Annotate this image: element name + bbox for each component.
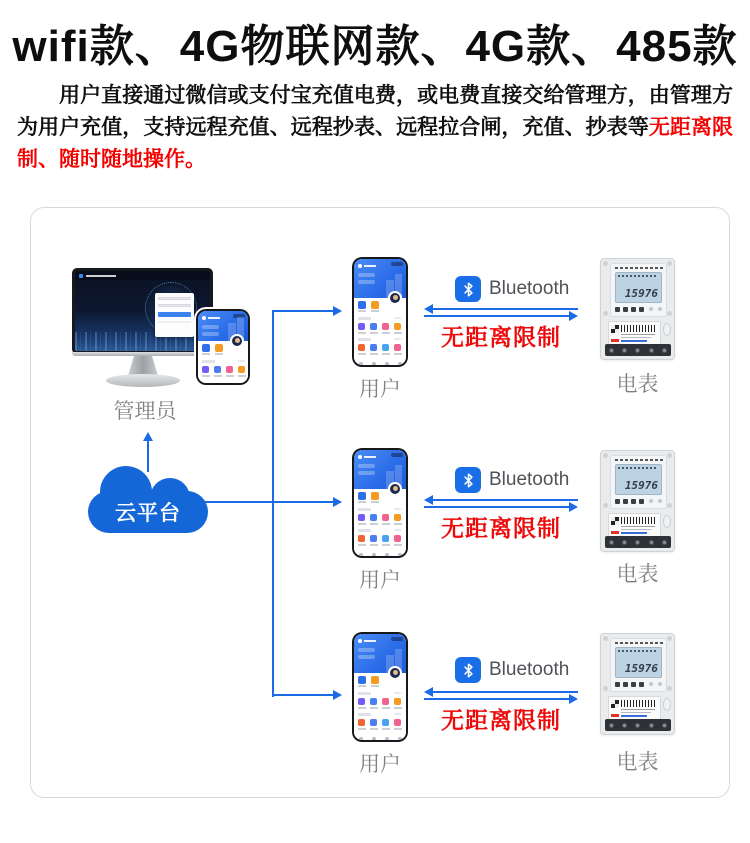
- app-icon: [394, 698, 401, 705]
- terminal-screw: [635, 540, 640, 545]
- terminal-screw: [622, 348, 627, 353]
- app-icon: [382, 719, 389, 726]
- connector-vertical: [272, 310, 274, 697]
- status-pill: [391, 262, 403, 266]
- nameplate-text: [621, 529, 651, 530]
- indicator-led: [649, 307, 653, 311]
- terminal-screw: [662, 348, 667, 353]
- app-icon: [394, 719, 401, 726]
- terminal-screw: [609, 348, 614, 353]
- bluetooth-icon: [455, 657, 481, 683]
- arrow-right-line: [424, 506, 569, 508]
- manufacturer-text: [621, 340, 647, 342]
- connector-top: [273, 310, 334, 312]
- app-icon: [371, 492, 379, 500]
- nameplate-text: [621, 709, 655, 710]
- app-icon: [226, 366, 233, 373]
- terminal-cover: [605, 719, 671, 731]
- tab-icon: [385, 362, 389, 365]
- nameplate-text: [621, 334, 655, 335]
- user-icon: [358, 455, 362, 459]
- app-header: [198, 311, 248, 341]
- tab-icon: [398, 362, 402, 365]
- terminal-screw: [609, 540, 614, 545]
- connector-bottom: [273, 694, 334, 696]
- app-header: [354, 259, 406, 298]
- meter-button: [631, 499, 636, 504]
- electric-meter: [600, 633, 675, 735]
- lcd-reading: 15976: [624, 479, 658, 492]
- user-phone: [352, 632, 408, 742]
- lcd-info-row: [618, 650, 658, 652]
- app-icon: [238, 366, 245, 373]
- meter-model-text: [615, 459, 663, 461]
- connector-bottom-head: [333, 690, 342, 700]
- app-icon: [382, 535, 389, 542]
- user-row: [358, 264, 376, 268]
- terminal-screw: [635, 723, 640, 728]
- meter-panel: [610, 263, 667, 317]
- lcd-reading: 15976: [624, 662, 658, 675]
- electric-meter: [600, 450, 675, 552]
- indicator-led: [658, 307, 662, 311]
- tab-icon: [385, 737, 389, 740]
- user-label: 用户: [359, 569, 401, 592]
- user-label: 用户: [359, 378, 401, 401]
- seal-hole: [663, 515, 671, 528]
- page-title: wifi款、4G物联网款、4G款、485款: [12, 22, 738, 71]
- section-header: [202, 360, 215, 363]
- icon-row: [354, 719, 406, 730]
- meter-button: [639, 499, 644, 504]
- monitor-stand-base: [106, 374, 180, 387]
- info-chip: [358, 273, 375, 277]
- app-icon: [370, 344, 377, 351]
- user-name-bar: [208, 317, 220, 319]
- admin-label: 管理员: [113, 400, 177, 423]
- intro-text: 用户直接通过微信或支付宝充值电费，或电费直接交给管理方，由管理方为用户充值，支持远程充值、远程抄表、远程拉合闸，充值、抄表等: [17, 84, 733, 139]
- tab-icon: [398, 737, 402, 740]
- info-chip: [358, 471, 375, 475]
- indicator-led: [658, 682, 662, 686]
- user-row: [358, 639, 376, 643]
- connector-main-head: [333, 497, 342, 507]
- screw: [603, 311, 608, 316]
- seal-hole: [663, 698, 671, 711]
- login-input: [158, 297, 191, 300]
- meter-lcd: [615, 272, 662, 303]
- arrow-left-line: [433, 308, 578, 310]
- qr-code: [611, 517, 619, 525]
- phone-screen: [354, 450, 406, 556]
- tab-icon: [359, 737, 363, 740]
- section-header: [358, 317, 371, 320]
- meter-label: 电表: [616, 373, 659, 396]
- section-header: [358, 338, 371, 341]
- app-body: [354, 492, 406, 556]
- app-icon: [214, 366, 221, 373]
- screw: [603, 453, 608, 458]
- app-icon: [370, 323, 377, 330]
- terminal-screw: [622, 723, 627, 728]
- connector-main: [205, 501, 334, 503]
- bluetooth-icon: [455, 467, 481, 493]
- login-footer: [158, 321, 191, 323]
- meter-model-text: [615, 267, 663, 269]
- app-header: [354, 450, 406, 489]
- user-name-bar: [364, 640, 376, 642]
- tab-icon: [385, 553, 389, 556]
- screw: [667, 636, 672, 641]
- meter-label: 电表: [616, 751, 659, 774]
- meter-button: [639, 307, 644, 312]
- arrow-left-line: [433, 691, 578, 693]
- arrow-left-head: [424, 687, 433, 697]
- screw: [667, 503, 672, 508]
- screw: [603, 261, 608, 266]
- tab-icon: [359, 362, 363, 365]
- app-icon: [358, 492, 366, 500]
- screw: [603, 503, 608, 508]
- user-icon: [202, 316, 206, 320]
- app-icon: [394, 344, 401, 351]
- arrow-left-head: [424, 495, 433, 505]
- app-icon: [202, 366, 209, 373]
- bluetooth-label: Bluetooth: [489, 469, 570, 490]
- meter-button: [615, 499, 620, 504]
- bluetooth-glyph: [461, 473, 476, 488]
- meter-nameplate: [608, 513, 661, 537]
- app-icon: [358, 514, 365, 521]
- bluetooth-icon: [455, 276, 481, 302]
- nameplate-text: [621, 526, 655, 527]
- info-chip: [358, 464, 375, 468]
- app-icon: [358, 344, 365, 351]
- meter-button: [623, 307, 628, 312]
- icon-row: [354, 514, 406, 525]
- icon-row: [354, 698, 406, 709]
- app-icon: [370, 535, 377, 542]
- electric-meter: [600, 258, 675, 360]
- app-icon: [358, 301, 366, 309]
- intro-paragraph: [17, 80, 733, 176]
- arrow-right-line: [424, 698, 569, 700]
- user-label: 用户: [359, 753, 401, 776]
- user-icon: [358, 639, 362, 643]
- login-card: [155, 293, 194, 336]
- terminal-screw: [635, 348, 640, 353]
- app-icon: [394, 535, 401, 542]
- meter-button: [623, 499, 628, 504]
- platform-title-bar: [86, 275, 116, 277]
- meter-button: [631, 682, 636, 687]
- user-name-bar: [364, 265, 376, 267]
- info-chip: [202, 325, 219, 329]
- app-body: [198, 344, 248, 383]
- meter-buttons: [615, 499, 662, 504]
- tab-icon: [372, 737, 376, 740]
- info-chip: [358, 655, 375, 659]
- app-icon: [358, 698, 365, 705]
- info-chip: [358, 280, 375, 284]
- app-body: [354, 301, 406, 365]
- user-name-bar: [364, 456, 376, 458]
- intro-highlight: 无距离限制、随时随地操作。: [17, 116, 734, 171]
- app-icon: [358, 535, 365, 542]
- terminal-screw: [662, 723, 667, 728]
- barcode: [621, 517, 657, 524]
- status-pill: [391, 637, 403, 641]
- tab-bar: [354, 553, 406, 556]
- tab-bar: [354, 362, 406, 365]
- screw: [667, 311, 672, 316]
- app-icon: [202, 344, 210, 352]
- app-body: [354, 676, 406, 740]
- barcode: [621, 700, 657, 707]
- connector-top-head: [333, 306, 342, 316]
- section-header: [358, 692, 371, 695]
- info-chip: [202, 332, 219, 336]
- arrow-left-line: [433, 499, 578, 501]
- phone-screen: [198, 311, 248, 383]
- bluetooth-label: Bluetooth: [489, 659, 570, 680]
- meter-panel: [610, 638, 667, 692]
- terminal-screw: [649, 348, 654, 353]
- screw: [603, 636, 608, 641]
- app-icon: [370, 719, 377, 726]
- app-icon: [394, 323, 401, 330]
- admin-monitor: [72, 268, 213, 354]
- app-icon: [394, 514, 401, 521]
- qr-code: [611, 325, 619, 333]
- login-button: [158, 312, 191, 317]
- manufacturer-text: [621, 532, 647, 534]
- tab-bar: [354, 737, 406, 740]
- app-icon: [382, 514, 389, 521]
- range-label: 无距离限制: [441, 324, 561, 350]
- qr-code: [611, 700, 619, 708]
- platform-logo-icon: [79, 274, 83, 278]
- indicator-led: [649, 682, 653, 686]
- user-phone: [352, 257, 408, 367]
- lcd-info-row: [618, 467, 658, 469]
- phone-screen: [354, 259, 406, 365]
- meter-button: [631, 307, 636, 312]
- indicator-led: [649, 499, 653, 503]
- login-input: [158, 304, 191, 307]
- range-label: 无距离限制: [441, 515, 561, 541]
- seal-hole: [663, 323, 671, 336]
- section-header: [358, 713, 371, 716]
- terminal-screw: [649, 723, 654, 728]
- terminal-screw: [649, 540, 654, 545]
- indicator-led: [658, 499, 662, 503]
- meter-button: [623, 682, 628, 687]
- meter-button: [615, 682, 620, 687]
- meter-button: [615, 307, 620, 312]
- tab-icon: [359, 553, 363, 556]
- app-header: [354, 634, 406, 673]
- meter-buttons: [615, 307, 662, 312]
- phone-screen: [354, 634, 406, 740]
- icon-row: [354, 535, 406, 546]
- user-icon: [358, 264, 362, 268]
- app-icon: [382, 698, 389, 705]
- cloud-label: 云平台: [115, 502, 181, 525]
- status-pill: [391, 453, 403, 457]
- lcd-reading: 15976: [624, 287, 658, 300]
- meter-button: [639, 682, 644, 687]
- info-chip: [358, 648, 375, 652]
- user-row: [358, 455, 376, 459]
- app-icon: [371, 676, 379, 684]
- app-icon: [370, 698, 377, 705]
- meter-lcd: [615, 647, 662, 678]
- nameplate-text: [621, 712, 651, 713]
- tab-icon: [372, 362, 376, 365]
- meter-nameplate: [608, 696, 661, 720]
- tab-icon: [372, 553, 376, 556]
- barcode: [621, 325, 657, 332]
- terminal-cover: [605, 536, 671, 548]
- meter-buttons: [615, 682, 662, 687]
- app-icon: [382, 323, 389, 330]
- brand-logo: [611, 531, 619, 534]
- terminal-cover: [605, 344, 671, 356]
- app-icon: [358, 676, 366, 684]
- terminal-screw: [609, 723, 614, 728]
- brand-logo: [611, 714, 619, 717]
- app-icon: [382, 344, 389, 351]
- section-header: [358, 508, 371, 511]
- arrow-left-head: [424, 304, 433, 314]
- lcd-info-row: [618, 275, 658, 277]
- meter-nameplate: [608, 321, 661, 345]
- bluetooth-label: Bluetooth: [489, 278, 570, 299]
- app-icon: [215, 344, 223, 352]
- terminal-screw: [622, 540, 627, 545]
- app-icon: [371, 301, 379, 309]
- screw: [667, 453, 672, 458]
- icon-row: [354, 323, 406, 334]
- terminal-screw: [662, 540, 667, 545]
- screw: [603, 686, 608, 691]
- tab-icon: [398, 553, 402, 556]
- range-label: 无距离限制: [441, 707, 561, 733]
- admin-phone: [196, 309, 250, 385]
- bluetooth-glyph: [461, 282, 476, 297]
- icon-row: [354, 344, 406, 355]
- meter-label: 电表: [616, 563, 659, 586]
- app-icon: [358, 323, 365, 330]
- monitor-edge: [72, 352, 213, 356]
- icon-row: [198, 366, 248, 377]
- screw: [667, 686, 672, 691]
- arrow-up-line: [147, 440, 149, 472]
- user-row: [202, 316, 220, 320]
- bluetooth-glyph: [461, 663, 476, 678]
- app-icon: [370, 514, 377, 521]
- arrow-right-line: [424, 315, 569, 317]
- app-icon: [358, 719, 365, 726]
- meter-lcd: [615, 464, 662, 495]
- monitor-topbar: [75, 271, 210, 280]
- meter-panel: [610, 455, 667, 509]
- brand-logo: [611, 339, 619, 342]
- manufacturer-text: [621, 715, 647, 717]
- screw: [667, 261, 672, 266]
- user-phone: [352, 448, 408, 558]
- meter-model-text: [615, 642, 663, 644]
- nameplate-text: [621, 337, 651, 338]
- section-header: [358, 529, 371, 532]
